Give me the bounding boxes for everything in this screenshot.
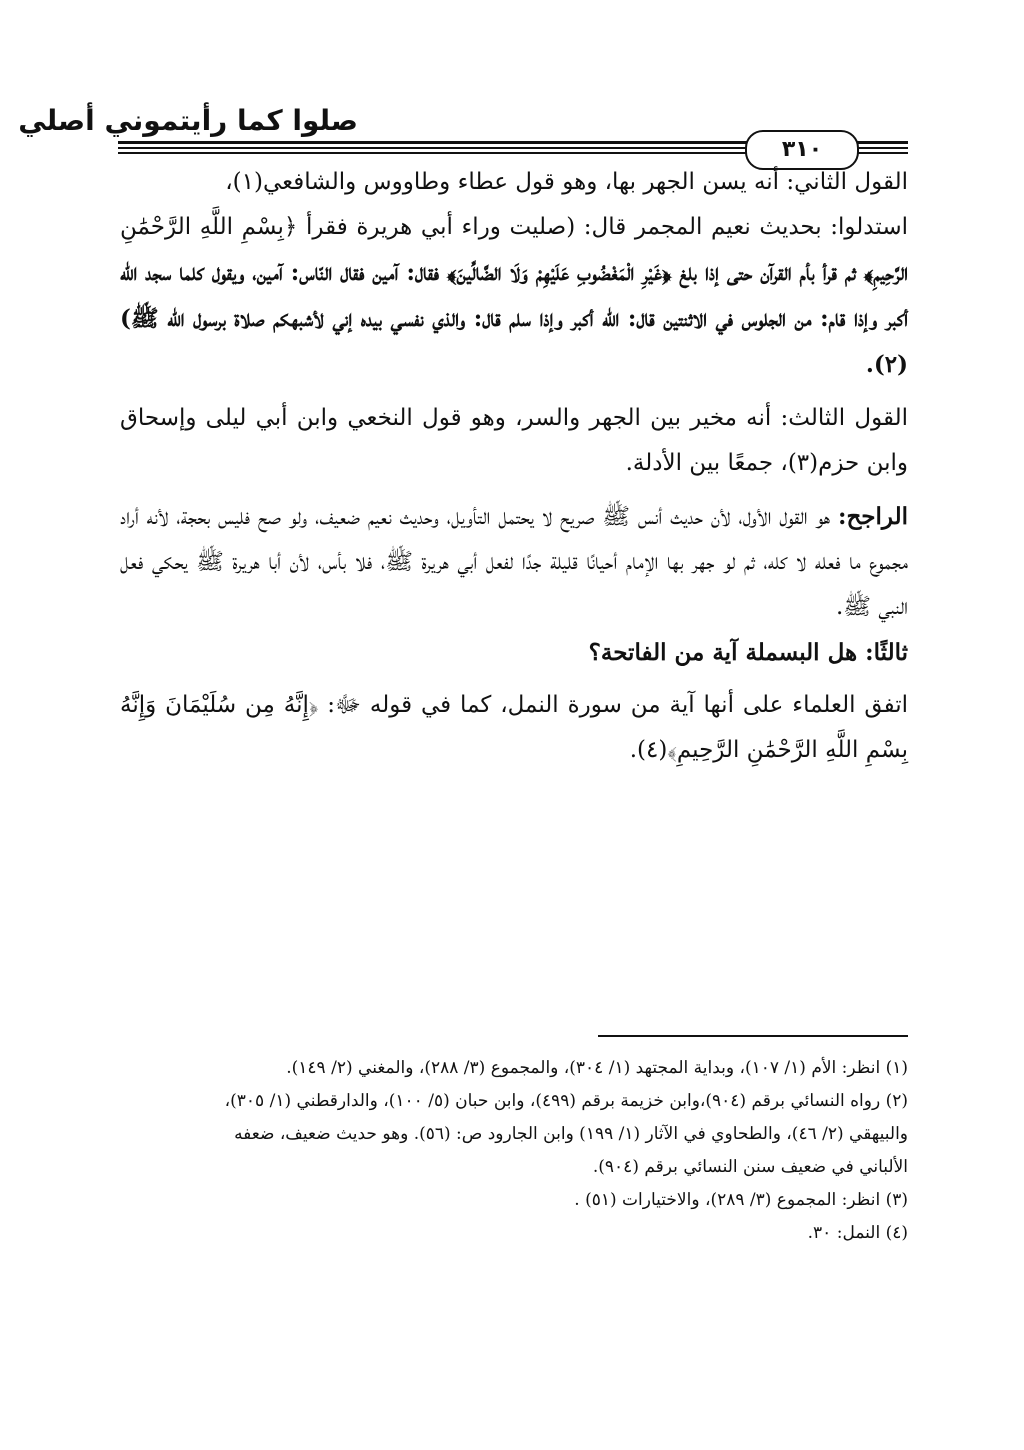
preferred-text: هو القول الأول، لأن حديث أنس ﷺ صريح لا يحتمل التأويل، وحديث نعيم ضعيف، ولو صح فليس بحجة، لأنه أراد مجموع ما فعله لا كله، ثم لو جهر بها الإمام أحيانًا قليلة جدًا لفعل أبي هريرة ﷺ، فلا بأس، لأن أبا هريرة ﷺ يحكي فعل النبي ﷺ. <box>120 504 908 620</box>
footnote-1: (١) انظر: الأم (١/ ١٠٧)، وبداية المجتهد (١/ ٣٠٤)، والمجموع (٣/ ٢٨٨)، والمغني (٢/ ١٤٩). <box>286 1058 908 1078</box>
footnote-line: الألباني في ضعيف سنن النسائي برقم (٩٠٤). <box>592 1157 908 1177</box>
running-header-title: صلوا كما رأيتموني أصلي <box>18 104 358 137</box>
footnote-separator <box>598 1035 908 1037</box>
footnote-2 <box>120 1085 908 1184</box>
paragraph-line: القول الثاني: أنه يسن الجهر بها، وهو قول عطاء وطاووس والشافعي(١)، <box>225 169 908 195</box>
preferred-label: الراجح: <box>837 503 908 530</box>
hadith-quote-text: الرَّحِيمِ﴾ ثم قرأ بأم القرآن حتى إذا بلغ ﴿غَيْرِ الْمَغْضُوبِ عَلَيْهِمْ وَلَا الضَّالِّينَ﴾ فقال: آمين فقال النّاس: آمين، ويقول كلما سجد الله أكبر وإذا قام: من الجلوس في الاثنتين قال: الله أكبر وإذا سلم قال: والذي نفسي بيده إني لأشبهكم صلاة برسول الله ﷺ)(٢). <box>120 259 908 378</box>
paragraph-second-opinion <box>120 160 908 388</box>
paragraph-line: استدلوا: بحديث نعيم المجمر قال: (صليت وراء أبي هريرة فقرأ ﴿بِسْمِ اللَّهِ الرَّحْمَٰنِ <box>120 214 908 240</box>
paragraph-preferred-opinion <box>120 494 908 630</box>
page-number: ٣١٠ <box>745 130 859 170</box>
footnote-4: (٤) النمل: ٣٠. <box>807 1223 908 1243</box>
main-text <box>120 160 908 773</box>
section-heading: ثالثًا: هل البسملة آية من الفاتحة؟ <box>588 639 908 666</box>
footnotes <box>120 1052 908 1250</box>
footnote-line: (٢) رواه النسائي برقم (٩٠٤)،وابن خزيمة برقم (٤٩٩)، وابن حبان (٥/ ١٠٠)، والدارقطني (١/ ٣٠٥)، <box>224 1091 908 1111</box>
footnote-line: والبيهقي (٢/ ٤٦)، والطحاوي في الآثار (١/ ١٩٩) وابن الجارود ص: (٥٦). وهو حديث ضعيف، ضعفه <box>234 1124 908 1144</box>
footnote-3: (٣) انظر: المجموع (٣/ ٢٨٩)، والاختيارات (٥١) . <box>574 1190 908 1210</box>
paragraph-third-opinion: القول الثالث: أنه مخير بين الجهر والسر، وهو قول النخعي وابن أبي ليلى وإسحاق وابن حزم(٣)، جمعًا بين الأدلة. <box>120 405 908 476</box>
paragraph-scholars-agree: اتفق العلماء على أنها آية من سورة النمل، كما في قوله ﷻ: ﴿إِنَّهُ مِن سُلَيْمَانَ وَإِنَّهُ بِسْمِ اللَّهِ الرَّحْمَٰنِ الرَّحِيمِ﴾(٤). <box>120 692 908 763</box>
